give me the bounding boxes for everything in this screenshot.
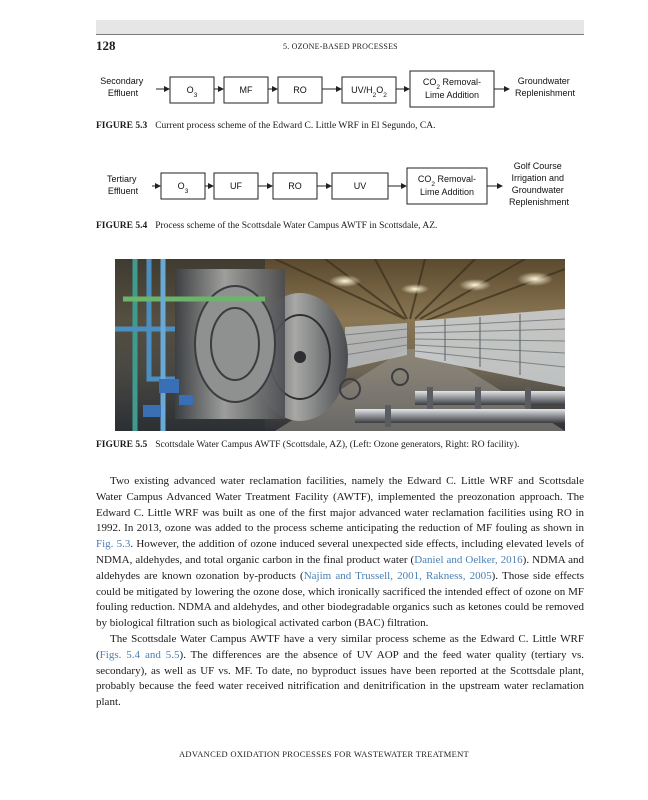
figure-5-5-caption: [96, 440, 519, 450]
fig54-end-line: Groundwater: [511, 185, 564, 195]
figure-5-5-photo: [115, 259, 565, 431]
citation-link[interactable]: Najim and Trussell, 2001, Rakness, 2005: [303, 569, 492, 582]
fig54-label-ro: [288, 181, 302, 191]
caption-label: FIGURE 5.3: [96, 121, 148, 131]
fig53-start-line: Secondary: [100, 76, 144, 86]
fig53-label-ro: [293, 85, 307, 95]
caption-label: FIGURE 5.4: [96, 221, 148, 231]
caption-text: Current process scheme of the Edward C. Little WRF in El Segundo, CA.: [155, 121, 436, 131]
text-run: Removal-: [440, 77, 482, 87]
text-run: O: [177, 181, 185, 191]
text-run: . However, the addition of ozone induced several unexpected side effects, including elevated levels of NDMA, aldehydes, and total organic carbon in the final product water (: [96, 538, 584, 566]
paragraph-1: [96, 474, 584, 632]
body-text: [96, 474, 584, 711]
fig54-co2-line: [420, 187, 474, 197]
citation-link[interactable]: Fig. 5.3: [96, 538, 131, 551]
figure-5-4-diagram: [96, 158, 584, 214]
fig53-end-text: [515, 76, 576, 98]
figure-5-4-caption: [96, 221, 437, 231]
fig53-start-line: Effluent: [107, 88, 139, 98]
text-run: RO: [288, 181, 302, 191]
fig53-end-line: Groundwater: [517, 76, 570, 86]
fig54-label-uf: [230, 181, 242, 191]
fig54-end-line: Irrigation and: [511, 173, 565, 183]
text-run: Two existing advanced water reclamation facilities, namely the Edward C. Little WRF and Scottsdale Water Campus Advanced Water Treatment Facility (AWTF), implemented the preozonation approach. The Edward C. Little WRF was built as one of the first major advanced water reclamation facilities using RO in 1992. In 2013, ozone was added to the process scheme anticipating the reduction of MF fouling as shown in: [96, 475, 584, 535]
fig54-end-line: Replenishment: [508, 197, 570, 207]
text-run: UV/H: [351, 85, 373, 95]
fig53-start-text: [100, 76, 146, 98]
text-run: ). NDMA and aldehydes are known ozonation by-products (: [96, 553, 584, 582]
fig54-start-line: Effluent: [107, 186, 139, 196]
text-run: O: [376, 85, 384, 95]
running-head: 5. OZONE-BASED PROCESSES: [283, 42, 398, 51]
fig54-end-line: Golf Course: [513, 161, 562, 171]
citation-link[interactable]: Daniel and Oelker, 2016: [414, 553, 523, 566]
subscript: 2: [372, 91, 377, 99]
paragraph-2: [96, 632, 584, 711]
fig54-start-text: [107, 174, 139, 196]
fig53-co2-line: [425, 90, 479, 100]
page-footer: ADVANCED OXIDATION PROCESSES FOR WASTEWATER TREATMENT: [178, 749, 470, 759]
text-run: RO: [293, 85, 307, 95]
caption-label: FIGURE 5.5: [96, 440, 148, 450]
page-number: 128: [96, 38, 116, 53]
header-band: [96, 20, 584, 34]
subscript: 2: [436, 83, 441, 91]
subscript: 3: [184, 187, 189, 195]
fig54-label-uv: [354, 181, 367, 191]
text-run: O: [186, 85, 194, 95]
figure-5-3-diagram: [96, 68, 584, 112]
text-run: ). The differences are the absence of UV AOP and the feed water quality (tertiary vs. secondary), as well as UF vs. MF. To date, no byproduct issues have been reported at the Scottsdale plant, probably because the feed water received nitrification and denitrification in the upstream water reclamation plant.: [96, 648, 585, 709]
header-rule: [96, 34, 584, 35]
text-run: Removal-: [435, 174, 477, 184]
fig54-start-line: Tertiary: [106, 174, 137, 184]
text-run: UV: [353, 181, 367, 191]
caption-text: Process scheme of the Scottsdale Water Campus AWTF in Scottsdale, AZ.: [155, 221, 438, 231]
figure-5-3-caption: [96, 121, 436, 131]
text-run: CO: [422, 77, 437, 87]
subscript: 2: [383, 91, 387, 99]
subscript: 2: [431, 180, 436, 188]
fig53-end-line: Replenishment: [514, 88, 576, 98]
text-run: CO: [417, 174, 432, 184]
caption-text: Scottsdale Water Campus AWTF (Scottsdale, AZ), (Left: Ozone generators, Right: RO facility).: [155, 440, 520, 450]
text-run: The Scottsdale Water Campus AWTF have a very similar process scheme as the Edward C. Little WRF (: [96, 632, 584, 661]
text-run: ). Those side effects could be mitigated by lowering the ozone dose, which ironically sacrificed the intended effect of ozone on MF fouling reduction. NDMA and aldehydes, and other biodegradable organics such as ketones could be removed by biological filtration such as biological activated carbon (BAC) filtration.: [96, 569, 584, 630]
text-run: Lime Addition: [419, 187, 475, 197]
text-run: MF: [239, 85, 253, 95]
text-run: UF: [230, 181, 242, 191]
fig54-end-text: [509, 161, 570, 207]
citation-link[interactable]: Figs. 5.4 and 5.5: [99, 648, 180, 661]
text-run: Lime Addition: [424, 90, 480, 100]
subscript: 3: [193, 91, 198, 99]
fig53-label-mf: [240, 85, 253, 95]
